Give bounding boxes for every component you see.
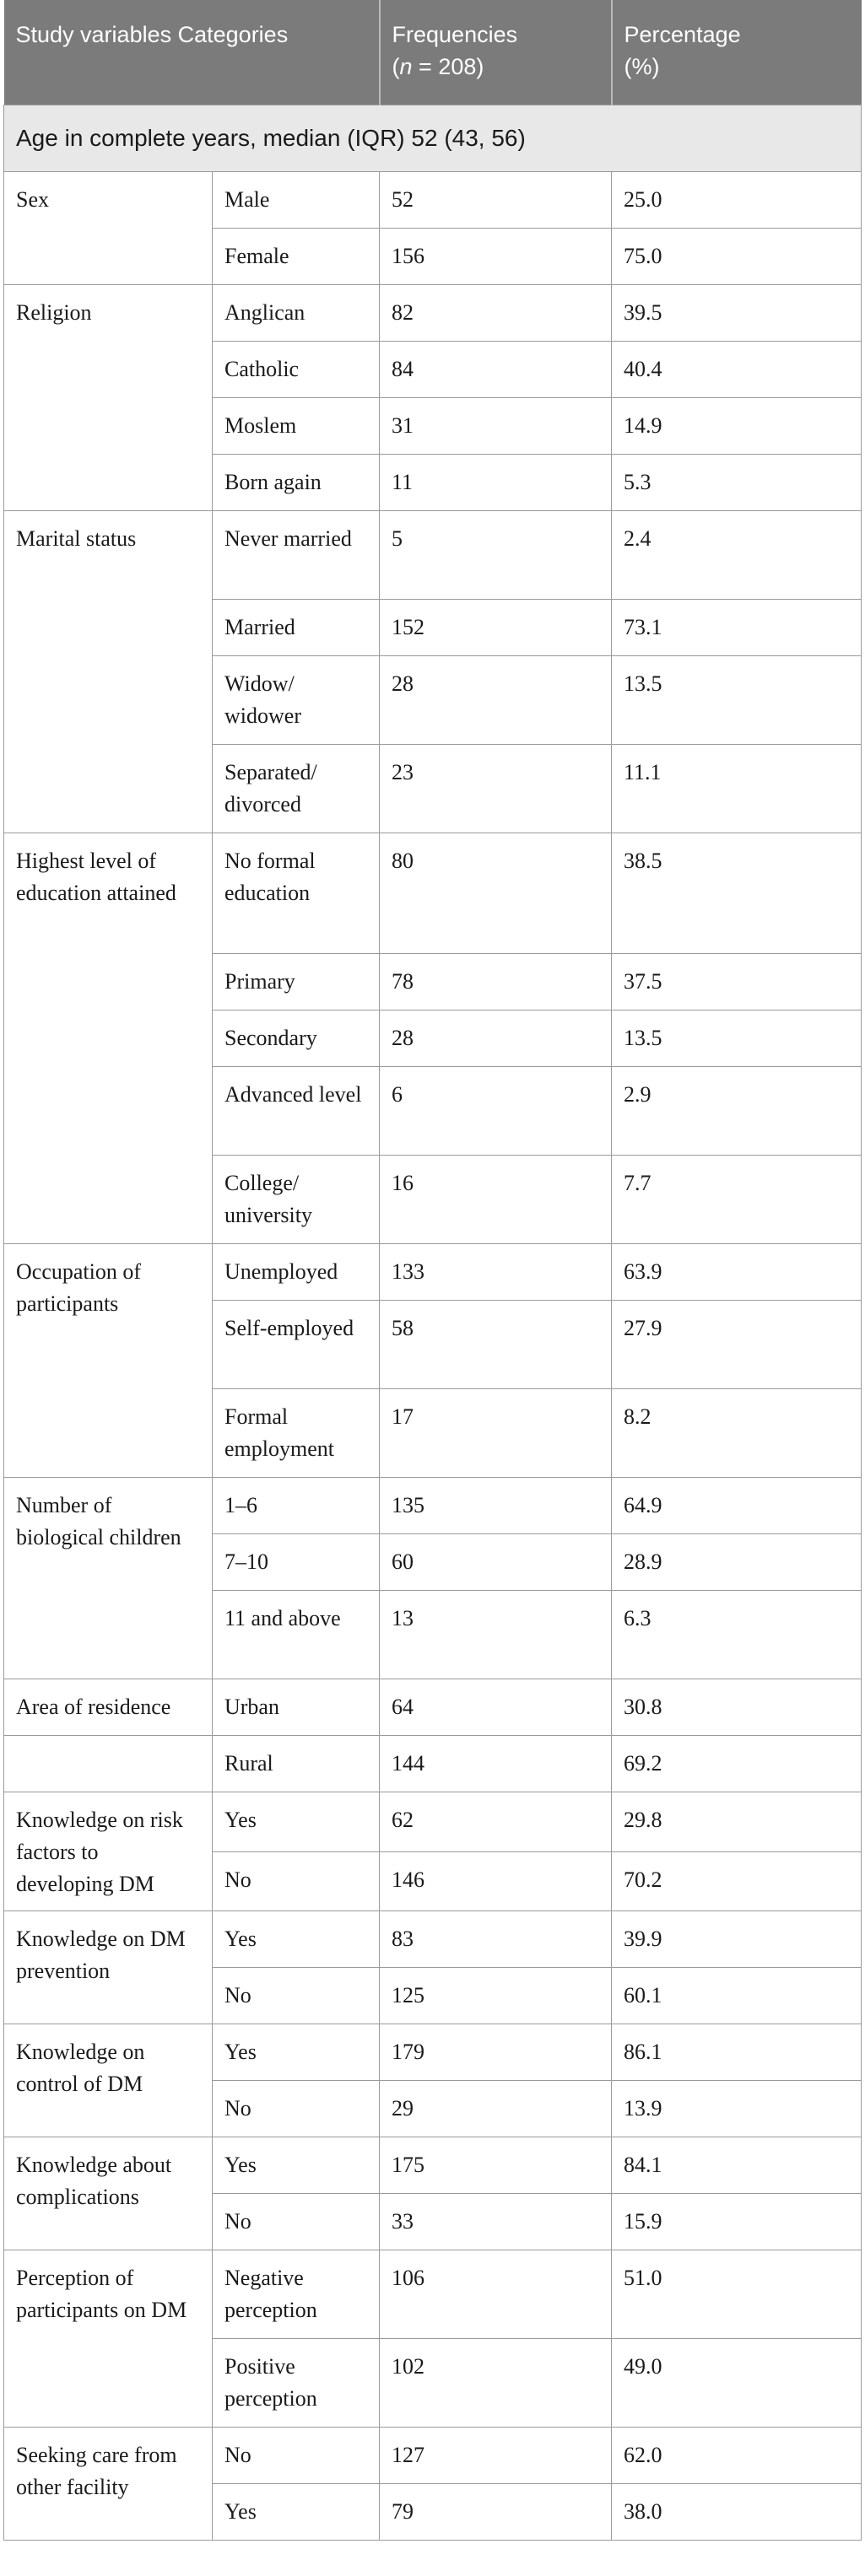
table-row	[4, 1244, 862, 1301]
frequency-cell: 11	[380, 455, 612, 511]
header-categories: Categories	[177, 22, 289, 47]
table-row	[4, 511, 862, 600]
frequency-cell: 16	[380, 1156, 612, 1244]
percentage-cell: 28.9	[612, 1534, 862, 1591]
frequency-cell: 64	[380, 1679, 612, 1736]
category-cell: Yes	[213, 2484, 380, 2541]
percentage-cell: 49.0	[612, 2339, 862, 2428]
percentage-cell: 7.7	[612, 1156, 862, 1244]
category-cell: Never married	[213, 511, 380, 600]
frequency-cell: 28	[380, 1010, 612, 1067]
frequency-cell: 125	[380, 1968, 612, 2024]
category-cell: Widow/ widower	[213, 656, 380, 745]
frequency-cell: 5	[380, 511, 612, 600]
frequency-cell: 152	[380, 600, 612, 656]
percentage-cell: 86.1	[612, 2024, 862, 2081]
percentage-cell: 60.1	[612, 1968, 862, 2024]
category-cell: Yes	[213, 1911, 380, 1968]
study-variable-cell: Seeking care from other facility	[4, 2428, 213, 2541]
category-cell: Male	[213, 172, 380, 229]
percentage-cell: 13.5	[612, 656, 862, 745]
category-cell: No	[213, 2081, 380, 2137]
table-row	[4, 2137, 862, 2194]
category-cell: Positive perception	[213, 2339, 380, 2428]
category-cell: Separated/ divorced	[213, 745, 380, 833]
header-percentage-unit: (%)	[624, 54, 660, 79]
study-variable-cell: Knowledge on control of DM	[4, 2024, 213, 2137]
category-cell: Female	[213, 229, 380, 285]
table-body	[4, 105, 862, 2541]
header-n-italic: n	[399, 54, 413, 79]
frequency-cell: 62	[380, 1792, 612, 1852]
category-cell: Married	[213, 600, 380, 656]
frequency-cell: 127	[380, 2428, 612, 2484]
category-cell: Catholic	[213, 342, 380, 398]
category-cell: Yes	[213, 2137, 380, 2194]
percentage-cell: 39.9	[612, 1911, 862, 1968]
percentage-cell: 2.9	[612, 1067, 862, 1156]
category-cell: No	[213, 1968, 380, 2024]
percentage-cell: 69.2	[612, 1736, 862, 1792]
study-variable-cell: Sex	[4, 172, 213, 285]
percentage-cell: 38.0	[612, 2484, 862, 2541]
header-n-prefix: (	[392, 54, 400, 79]
study-variable-cell	[4, 1736, 213, 1792]
category-cell: 1–6	[213, 1478, 380, 1534]
percentage-cell: 6.3	[612, 1591, 862, 1679]
category-cell: Urban	[213, 1679, 380, 1736]
percentage-cell: 13.9	[612, 2081, 862, 2137]
study-variable-cell: Knowledge on DM prevention	[4, 1911, 213, 2024]
frequency-cell: 83	[380, 1911, 612, 1968]
frequency-cell: 13	[380, 1591, 612, 1679]
category-cell: Negative perception	[213, 2250, 380, 2339]
percentage-cell: 39.5	[612, 285, 862, 342]
frequency-cell: 23	[380, 745, 612, 833]
frequency-cell: 60	[380, 1534, 612, 1591]
category-cell: Born again	[213, 455, 380, 511]
percentage-cell: 38.5	[612, 833, 862, 954]
percentage-cell: 73.1	[612, 600, 862, 656]
table-row	[4, 1478, 862, 1534]
study-variable-cell: Marital status	[4, 511, 213, 833]
table-row	[4, 1679, 862, 1736]
frequency-cell: 175	[380, 2137, 612, 2194]
category-cell: Yes	[213, 1792, 380, 1852]
header-percentage-label: Percentage	[624, 22, 741, 47]
percentage-cell: 63.9	[612, 1244, 862, 1301]
category-cell: 7–10	[213, 1534, 380, 1591]
header-frequencies-label: Frequencies	[392, 22, 518, 47]
percentage-cell: 75.0	[612, 229, 862, 285]
percentage-cell: 25.0	[612, 172, 862, 229]
percentage-cell: 8.2	[612, 1389, 862, 1478]
study-variable-cell: Occupation of participants	[4, 1244, 213, 1478]
percentage-cell: 15.9	[612, 2194, 862, 2250]
percentage-cell: 13.5	[612, 1010, 862, 1067]
header-percentage	[612, 0, 862, 105]
table-row	[4, 1911, 862, 1968]
study-variable-cell: Religion	[4, 285, 213, 511]
frequency-cell: 102	[380, 2339, 612, 2428]
percentage-cell: 70.2	[612, 1851, 862, 1911]
frequency-cell: 146	[380, 1851, 612, 1911]
frequency-cell: 133	[380, 1244, 612, 1301]
frequency-cell: 144	[380, 1736, 612, 1792]
category-cell: Primary	[213, 954, 380, 1010]
percentage-cell: 29.8	[612, 1792, 862, 1852]
frequency-cell: 106	[380, 2250, 612, 2339]
section-title: Age in complete years, median (IQR) 52 (43, 56)	[4, 105, 862, 172]
category-cell: Self-employed	[213, 1301, 380, 1389]
percentage-cell: 37.5	[612, 954, 862, 1010]
category-cell: Moslem	[213, 398, 380, 455]
study-variable-cell: Knowledge on risk factors to developing DM	[4, 1792, 213, 1911]
header-n-suffix: = 208)	[412, 54, 484, 79]
category-cell: Anglican	[213, 285, 380, 342]
table-row	[4, 1792, 862, 1852]
frequency-cell: 80	[380, 833, 612, 954]
study-variable-cell: Number of biological children	[4, 1478, 213, 1679]
frequency-cell: 179	[380, 2024, 612, 2081]
frequency-cell: 31	[380, 398, 612, 455]
table-row	[4, 2024, 862, 2081]
frequency-cell: 28	[380, 656, 612, 745]
study-variables-table	[3, 0, 862, 2541]
table-row	[4, 2250, 862, 2339]
table-row	[4, 2428, 862, 2484]
header-study-variables-categories	[4, 0, 380, 105]
header-row	[4, 0, 862, 105]
table-row	[4, 285, 862, 342]
header-study-variables: Study variables	[15, 22, 172, 47]
frequency-cell: 135	[380, 1478, 612, 1534]
category-cell: Secondary	[213, 1010, 380, 1067]
category-cell: No formal education	[213, 833, 380, 954]
percentage-cell: 11.1	[612, 745, 862, 833]
frequency-cell: 17	[380, 1389, 612, 1478]
percentage-cell: 64.9	[612, 1478, 862, 1534]
category-cell: 11 and above	[213, 1591, 380, 1679]
frequency-cell: 6	[380, 1067, 612, 1156]
category-cell: Yes	[213, 2024, 380, 2081]
category-cell: No	[213, 1851, 380, 1911]
frequency-cell: 156	[380, 229, 612, 285]
table-row	[4, 833, 862, 954]
percentage-cell: 5.3	[612, 455, 862, 511]
category-cell: Rural	[213, 1736, 380, 1792]
section-row	[4, 105, 862, 172]
category-cell: Advanced level	[213, 1067, 380, 1156]
percentage-cell: 30.8	[612, 1679, 862, 1736]
category-cell: Unemployed	[213, 1244, 380, 1301]
percentage-cell: 14.9	[612, 398, 862, 455]
frequency-cell: 29	[380, 2081, 612, 2137]
category-cell: No	[213, 2194, 380, 2250]
percentage-cell: 27.9	[612, 1301, 862, 1389]
study-variable-cell: Knowledge about complications	[4, 2137, 213, 2250]
study-variable-cell: Area of residence	[4, 1679, 213, 1736]
frequency-cell: 82	[380, 285, 612, 342]
table-row	[4, 1736, 862, 1792]
category-cell: No	[213, 2428, 380, 2484]
frequency-cell: 84	[380, 342, 612, 398]
percentage-cell: 51.0	[612, 2250, 862, 2339]
study-variable-cell: Highest level of education attained	[4, 833, 213, 1244]
study-variable-cell: Perception of participants on DM	[4, 2250, 213, 2428]
category-cell: College/ university	[213, 1156, 380, 1244]
frequency-cell: 33	[380, 2194, 612, 2250]
percentage-cell: 84.1	[612, 2137, 862, 2194]
frequency-cell: 78	[380, 954, 612, 1010]
frequency-cell: 52	[380, 172, 612, 229]
percentage-cell: 40.4	[612, 342, 862, 398]
category-cell: Formal employment	[213, 1389, 380, 1478]
percentage-cell: 62.0	[612, 2428, 862, 2484]
table-row	[4, 172, 862, 229]
frequency-cell: 79	[380, 2484, 612, 2541]
frequency-cell: 58	[380, 1301, 612, 1389]
percentage-cell: 2.4	[612, 511, 862, 600]
table-header	[4, 0, 862, 105]
header-frequencies	[380, 0, 612, 105]
